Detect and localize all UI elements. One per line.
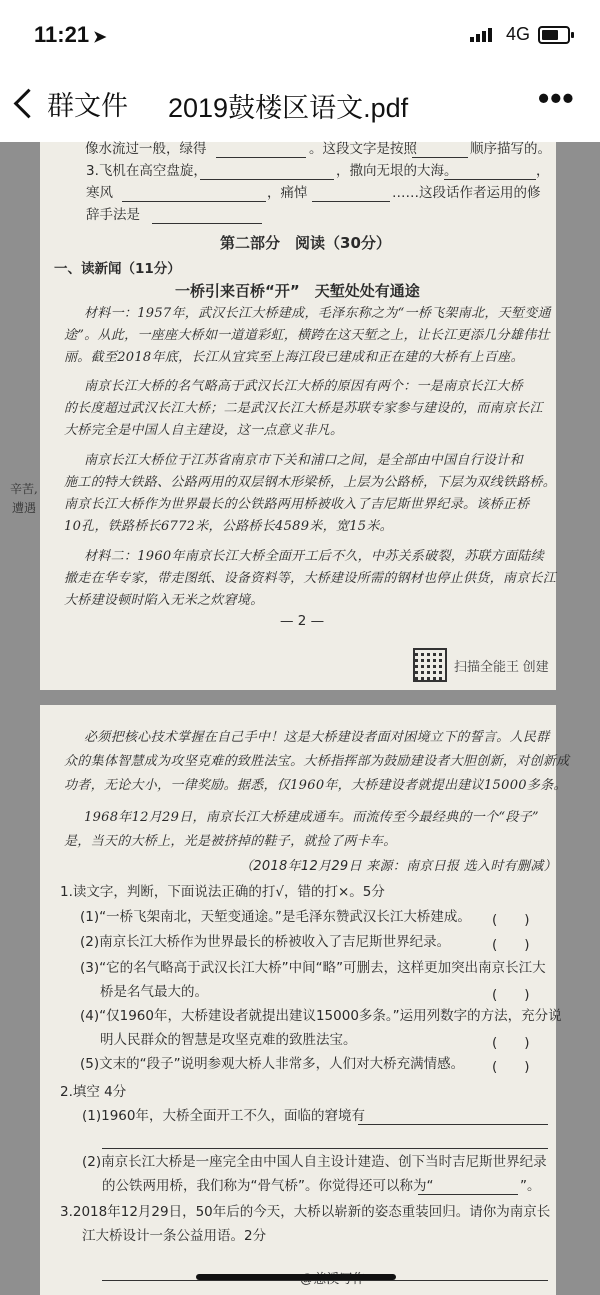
article-source: （2018年12月29日 来源：南京日报 选入时有删减）	[240, 859, 557, 874]
judgment-item: (3)“它的名气略高于武汉长江大桥”中间“略”可删去，这样更加突出南京长江大	[80, 960, 546, 976]
article-paragraph-line: 南京长江大桥位于江苏省南京市下关和浦口之间，是全部由中国自行设计和	[84, 453, 523, 468]
side-note: 辛苦,	[10, 482, 38, 496]
article-paragraph-line: 功者，无论大小，一律奖励。据悉，仅1960年，大桥建设者就提出建议15000多条。	[64, 778, 567, 793]
side-note: 遭遇	[12, 501, 37, 515]
answer-blank	[358, 1112, 548, 1125]
page-number: — 2 —	[280, 613, 325, 629]
network-type: 4G	[506, 24, 531, 44]
more-options-button[interactable]: •••	[538, 80, 575, 116]
pdf-page-2[interactable]	[40, 705, 570, 1295]
judgment-item: 明人民群众的智慧是攻坚克难的致胜法宝。	[100, 1032, 357, 1048]
question-text: 顺序描写的。	[470, 141, 551, 157]
question-2-title: 2.填空 4分	[60, 1084, 127, 1100]
article-paragraph-line: 的长度超过武汉长江大桥；二是武汉长江大桥是苏联专家参与建设的，而南京长江	[64, 401, 543, 416]
article-paragraph-line: 南京长江大桥作为世界最长的公铁路两用桥被收入了吉尼斯世界纪录。该桥正桥	[64, 497, 530, 512]
answer-blank	[102, 1136, 548, 1149]
article-paragraph-line: 10孔，铁路桥长6772米，公路桥长4589米，宽15米。	[64, 519, 393, 534]
back-label: 群文件	[47, 91, 128, 121]
document-title: 2019鼓楼区语文.pdf	[168, 93, 409, 123]
answer-blank	[418, 1182, 518, 1195]
chevron-left-icon	[14, 89, 44, 119]
question-text: ……这段话作者运用的修	[392, 185, 541, 201]
home-indicator[interactable]	[196, 1274, 396, 1280]
signal-icon	[470, 28, 492, 42]
article-paragraph-line: 必须把核心技术掌握在自己手中！这是大桥建设者面对困境立下的誓言。人民群	[84, 730, 550, 745]
article-paragraph-line: 施工的特大铁路、公路两用的双层钢木形梁桥，上层为公路桥，下层为双线铁路桥。	[64, 475, 557, 490]
article-title: 一桥引来百桥“开” 天堑处处有通途	[175, 282, 420, 300]
status-bar	[0, 0, 600, 64]
article-paragraph-line: 材料一：1957年，武汉长江大桥建成，毛泽东称之为“一桥飞架南北，天堑变通	[84, 306, 551, 321]
article-paragraph-line: 南京长江大桥的名气略高于武汉长江大桥的原因有两个：一是南京长江大桥	[84, 379, 523, 394]
article-paragraph-line: 撤走在华专家，带走图纸、设备资料等，大桥建设所需的钢材也停止供货，南京长江	[64, 571, 557, 586]
section-title: 第二部分 阅读（30分）	[220, 234, 391, 252]
question-3-cont: 江大桥设计一条公益用语。2分	[82, 1228, 267, 1244]
question-text: 寒风	[86, 185, 113, 201]
question-2-item-1: (1)1960年，大桥全面开工不久，面临的窘境有	[82, 1108, 365, 1124]
article-paragraph-line: 1968年12月29日，南京长江大桥建成通车。而流传至今最经典的一个“段子”	[84, 810, 539, 825]
judgment-item: (1)“一桥飞架南北，天堑变通途。”是毛泽东赞武汉长江大桥建成。	[80, 909, 471, 925]
question-text: 辞手法是	[86, 207, 140, 223]
question-3: 3.2018年12月29日，50年后的今天，大桥以崭新的姿态重装回归。请你为南京长	[60, 1204, 551, 1220]
nav-bar	[0, 64, 600, 142]
location-arrow-icon: ➤	[93, 29, 107, 46]
question-text: 。这段文字是按照	[309, 141, 417, 157]
qr-code-icon	[413, 648, 447, 682]
question-text: ，撒向无垠的大海。	[336, 163, 458, 179]
question-text: 3.飞机在高空盘旋，	[86, 163, 207, 179]
question-2-item-2-end: ”。	[520, 1178, 541, 1194]
answer-blank	[200, 167, 334, 180]
answer-blank	[444, 167, 536, 180]
article-paragraph-line: 众的集体智慧成为攻坚克难的致胜法宝。大桥指挥部为鼓励建设者大胆创新，对创新成	[64, 754, 570, 769]
answer-blank	[122, 189, 266, 202]
battery-icon	[538, 26, 570, 44]
scanner-watermark: 扫描全能王 创建	[454, 659, 549, 674]
judgment-item: (5)文末的“段子”说明参观大桥人非常多，人们对大桥充满情感。	[80, 1056, 465, 1072]
pdf-page-1[interactable]	[40, 142, 556, 690]
judgment-item: (2)南京长江大桥作为世界最长的桥被收入了吉尼斯世界纪录。	[80, 934, 451, 950]
article-paragraph-line: 大桥建设顿时陷入无米之炊窘境。	[64, 593, 264, 608]
back-button[interactable]	[12, 84, 128, 123]
article-paragraph-line: 途”。从此，一座座大桥如一道道彩虹，横跨在这天堑之上，让长江更添几分雄伟壮	[64, 328, 550, 343]
answer-parentheses: ( )	[492, 987, 530, 1003]
answer-blank	[152, 211, 262, 224]
question-text: ，	[536, 163, 550, 179]
article-paragraph-line: 是，当天的大桥上，光是被挤掉的鞋子，就捡了两卡车。	[64, 834, 397, 849]
answer-parentheses: ( )	[492, 912, 530, 928]
answer-blank	[312, 189, 390, 202]
question-text: 像水流过一般，绿得	[85, 141, 207, 157]
answer-parentheses: ( )	[492, 937, 530, 953]
question-2-item-2-cont: 的公铁两用桥，我们称为“骨气桥”。你觉得还可以称为“	[102, 1178, 434, 1194]
part-label: 一、读新闻（11分）	[54, 261, 181, 277]
answer-blank	[216, 145, 306, 158]
question-1-title: 1.读文字，判断，下面说法正确的打√，错的打×。5分	[60, 884, 385, 900]
article-paragraph-line: 大桥完全是中国人自主建设，这一点意义非凡。	[64, 423, 344, 438]
question-text: ，痛悼	[267, 185, 308, 201]
judgment-item: (4)“仅1960年，大桥建设者就提出建议15000多条。”运用列数字的方法，充分说	[80, 1008, 562, 1024]
article-paragraph-line: 材料二：1960年南京长江大桥全面开工后不久，中苏关系破裂，苏联方面陆续	[84, 549, 544, 564]
answer-parentheses: ( )	[492, 1035, 530, 1051]
question-2-item-2: (2)南京长江大桥是一座完全由中国人自主设计建造、创下当时吉尼斯世界纪录	[82, 1154, 547, 1170]
answer-blank	[412, 145, 468, 158]
judgment-item: 桥是名气最大的。	[100, 984, 208, 1000]
status-time: 11:21 ➤	[34, 22, 107, 47]
answer-parentheses: ( )	[492, 1059, 530, 1075]
article-paragraph-line: 丽。截至2018年底，长江从宜宾至上海江段已建成和正在建的大桥有上百座。	[64, 350, 524, 365]
